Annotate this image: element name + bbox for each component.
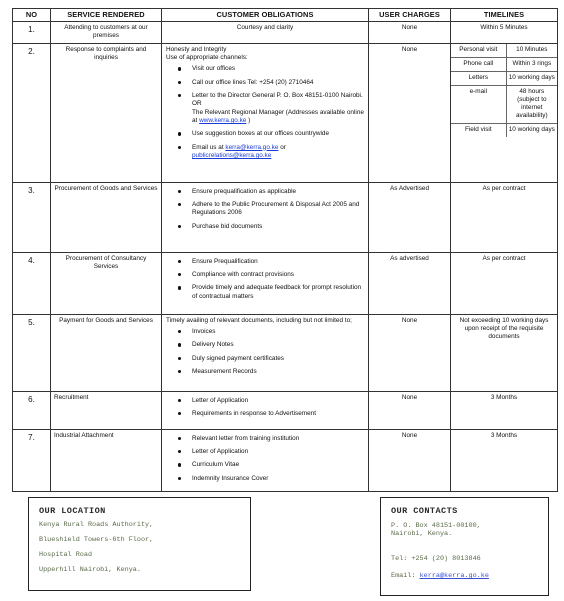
list-item: Invoices	[176, 328, 364, 336]
obligation-cell	[162, 429, 369, 491]
list-item: Duly signed payment certificates	[176, 355, 364, 363]
service-cell: Procurement of Consultancy Services	[51, 252, 162, 314]
obligation-cell	[162, 314, 369, 391]
timeline-cell: As per contract	[451, 182, 558, 252]
channel-label: Personal visit	[451, 44, 506, 58]
list-item: Adhere to the Public Procurement & Disposal Act 2005 and Regulations 2006	[176, 201, 364, 218]
charges-cell: None	[369, 429, 451, 491]
list-item: Ensure Prequalification	[176, 258, 364, 266]
charges-cell: As advertised	[369, 252, 451, 314]
our-location-box	[28, 497, 251, 591]
header-customer-obligations: CUSTOMER OBLIGATIONS	[162, 9, 369, 22]
regional-manager-line: The Relevant Regional Manager (Addresses available online at	[192, 108, 364, 124]
list-item: Requirements in response to Advertisement	[176, 410, 364, 418]
list-item: Email us at kerra@kerra.go.ke or publicrelations@kerra.go.ke	[176, 144, 364, 161]
service-cell: Recruitment	[51, 391, 162, 429]
list-item: Call our office lines Tel: +254 (20) 2710464	[176, 79, 364, 87]
list-item: Letter to the Director General P. O. Box 48151-0100 Nairobi. OR The Relevant Regional Manager (Addresses available online at www.kerra.go.ke )	[176, 92, 364, 125]
obligation-bullets	[176, 435, 364, 483]
timeline-cell: Within 5 Minutes	[451, 21, 558, 43]
service-cell: Payment for Goods and Services	[51, 314, 162, 391]
table-row	[13, 252, 558, 314]
charges-cell: None	[369, 43, 451, 182]
obligation-cell	[162, 43, 369, 182]
list-item: Provide timely and adequate feedback for prompt resolution of contractual matters	[176, 284, 364, 301]
location-heading: OUR LOCATION	[39, 506, 106, 516]
channel-time: 10 working days	[508, 125, 555, 133]
channel-row	[451, 71, 557, 85]
service-charter-table	[12, 8, 558, 492]
charges-cell: None	[369, 391, 451, 429]
obligation-cell	[162, 252, 369, 314]
obligation-cell: Courtesy and clarity	[162, 21, 369, 43]
service-cell: Procurement of Goods and Services	[51, 182, 162, 252]
charges-cell: As Advertised	[369, 182, 451, 252]
obligation-bullets	[176, 397, 364, 419]
contact-tel: Tel: +254 (20) 8013846	[391, 555, 481, 563]
header-service-rendered: SERVICE RENDERED	[51, 9, 162, 22]
list-item: Relevant letter from training institution	[176, 435, 364, 443]
contact-email-link[interactable]: kerra@kerra.go.ke	[419, 572, 489, 580]
header-user-charges: USER CHARGES	[369, 9, 451, 22]
contact-address-line: P. O. Box 48151-00100,	[391, 522, 481, 530]
row-number: 3.	[13, 182, 51, 252]
contacts-heading: OUR CONTACTS	[391, 506, 458, 516]
obligation-text: Timely availing of relevant documents, including but not limited to;	[166, 316, 352, 324]
obligation-cell	[162, 391, 369, 429]
table-row	[13, 21, 558, 43]
charges-cell: None	[369, 314, 451, 391]
contact-email-label: Email:	[391, 572, 416, 580]
row-number: 5.	[13, 314, 51, 391]
charges-cell: None	[369, 21, 451, 43]
contact-address-line: Nairobi, Kenya.	[391, 530, 453, 538]
timeline-cell: 3 Months	[451, 391, 558, 429]
header-timelines: TIMELINES	[451, 9, 558, 22]
obligation-line: Use of appropriate channels:	[166, 53, 248, 61]
timeline-cell: Not exceeding 10 working days upon receipt of the requisite documents	[451, 314, 558, 391]
row-number: 6.	[13, 391, 51, 429]
channel-label: e-mail	[451, 85, 506, 123]
channel-row	[451, 57, 557, 71]
channel-time: 10 Minutes	[506, 44, 557, 58]
website-link[interactable]: www.kerra.go.ke	[199, 116, 247, 124]
obligation-bullets	[176, 328, 364, 376]
list-item: Curriculum Vitae	[176, 461, 364, 469]
list-item: Letter of Application	[176, 448, 364, 456]
table-row	[13, 182, 558, 252]
table-row	[13, 429, 558, 491]
row-number: 1.	[13, 21, 51, 43]
row-number: 7.	[13, 429, 51, 491]
list-item: Delivery Notes	[176, 341, 364, 349]
channel-timeline-table	[451, 44, 557, 137]
location-line: Upperhill Nairobi, Kenya.	[39, 566, 141, 574]
channel-row	[451, 85, 557, 123]
email-link[interactable]: kerra@kerra.go.ke	[225, 143, 279, 151]
timeline-cell: As per contract	[451, 252, 558, 314]
list-item: Letter of Application	[176, 397, 364, 405]
pr-email-link[interactable]: publicrelations@kerra.go.ke	[192, 151, 272, 159]
our-contacts-box	[380, 497, 549, 596]
table-row	[13, 314, 558, 391]
service-cell: Response to complaints and inquiries	[51, 43, 162, 182]
obligation-cell	[162, 182, 369, 252]
channel-row	[451, 44, 557, 58]
header-no: NO	[13, 9, 51, 22]
table-row	[13, 43, 558, 182]
list-item: Purchase bid documents	[176, 223, 364, 231]
obligation-bullets	[176, 188, 364, 231]
list-item: Indemnity Insurance Cover	[176, 475, 364, 483]
obligation-bullets	[176, 65, 364, 160]
contact-email-row	[391, 572, 538, 580]
location-line: Kenya Rural Roads Authority,	[39, 521, 154, 529]
timeline-cell	[451, 43, 558, 182]
location-line: Hospital Road	[39, 551, 93, 559]
channel-row	[451, 123, 557, 137]
service-cell: Attending to customers at our premises	[51, 21, 162, 43]
table-header-row	[13, 9, 558, 22]
row-number: 2.	[13, 43, 51, 182]
list-item: Ensure prequalification as applicable	[176, 188, 364, 196]
list-item: Use suggestion boxes at our offices countrywide	[176, 130, 364, 138]
channel-time: Within 3 rings	[506, 57, 557, 71]
channel-label: Letters	[451, 71, 506, 85]
channel-label: Phone call	[451, 57, 506, 71]
row-number: 4.	[13, 252, 51, 314]
timeline-cell: 3 Months	[451, 429, 558, 491]
list-item: Compliance with contract provisions	[176, 271, 364, 279]
service-cell: Industrial Attachment	[51, 429, 162, 491]
obligation-bullets	[176, 258, 364, 301]
channel-time: 10 working days	[506, 71, 557, 85]
location-line: Blueshield Towers-6th Floor,	[39, 536, 154, 544]
obligation-line: Honesty and Integrity	[166, 45, 227, 53]
table-row	[13, 391, 558, 429]
channel-time: 48 hours (subject to internet availability)	[506, 85, 557, 123]
list-item: Measurement Records	[176, 368, 364, 376]
list-item: Visit our offices	[176, 65, 364, 73]
channel-label: Field visit	[451, 123, 506, 137]
